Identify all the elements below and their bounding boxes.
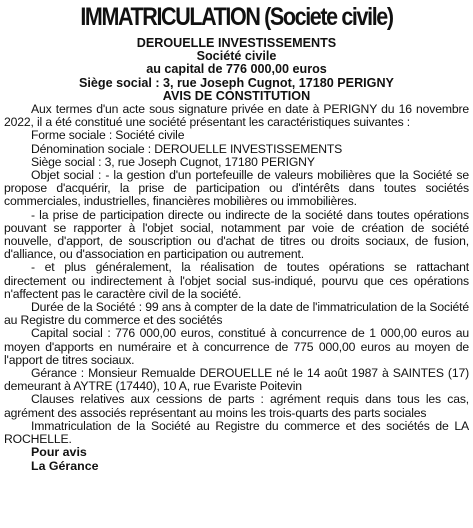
paragraph-company-name: Dénomination sociale : DEROUELLE INVESTISSEMENTS (31, 141, 343, 156)
paragraph-registration: Immatriculation de la Société au Registre du commerce et des sociétés de LA ROCHELLE. (4, 418, 469, 447)
notice-body (4, 103, 469, 446)
company-seat: Siège social : 3, rue Joseph Cugnot, 17180 PERIGNY (79, 75, 394, 90)
company-name: DEROUELLE INVESTISSEMENTS (136, 36, 337, 50)
paragraph-legal-form: Forme sociale : Société civile (31, 128, 185, 143)
notice-signoff (4, 446, 469, 472)
notice-header (4, 37, 469, 103)
company-capital: au capital de 776 000,00 euros (146, 62, 327, 77)
paragraph-seat: Siège social : 3, rue Joseph Cugnot, 17180 PERIGNY (31, 154, 315, 169)
paragraph-purpose-participation: - la prise de participation directe ou indirecte de la société dans toutes opérations pouvant se rapporter à l'objet social, notamment par voie de création de société nouvelle, d'apport, de souscription ou d'achat de titres ou droits sociaux, de fusion, d'alliance, ou d'association en participation ou autrement. (4, 207, 469, 262)
notice-type: AVIS DE CONSTITUTION (162, 88, 311, 103)
paragraph-purpose-general: - et plus généralement, la réalisation de toutes opérations se rattachant directement ou indirectement à l'objet social sus-indiqué, pourvu que ces opérations n'affectent pas le caractère civil de la société. (4, 260, 469, 301)
paragraph-capital: Capital social : 776 000,00 euros, constitué à concurrence de 1 000,00 euros au moyen d'apports en numéraire et à concurrence de 775 000,00 euros au moyen de l'apport de titres sociaux. (4, 326, 469, 367)
paragraph-purpose: Objet social : - la gestion d'un portefeuille de valeurs mobilières que la Société se propose d'acquérir, la prise de participation ou d'intérêts dans toutes sociétés commerciales, industrielles, financières mobilières ou immobilières. (4, 168, 469, 209)
notice-title: IMMATRICULATION (Societe civile) (80, 3, 393, 31)
signoff-for-notice: Pour avis (31, 445, 87, 460)
paragraph-deed: Aux termes d'un acte sous signature privée en date à PERIGNY du 16 novembre 2022, il a été constitué une société présentant les caractéristiques suivantes : (4, 102, 469, 130)
paragraph-management: Gérance : Monsieur Remualde DEROUELLE né le 14 août 1987 à SAINTES (17) demeurant à AYTRE (17440), 10 A, rue Evariste Poitevin (4, 366, 469, 394)
company-type: Société civile (196, 49, 277, 64)
paragraph-duration: Durée de la Société : 99 ans à compter de la date de l'immatriculation de la Société au Registre du commerce et des sociétés (4, 300, 469, 328)
paragraph-share-transfer: Clauses relatives aux cessions de parts : agrément requis dans tous les cas, agrément des associés représentant au moins les trois-quarts des parts sociales (4, 392, 469, 420)
signoff-management: La Gérance (31, 458, 99, 473)
